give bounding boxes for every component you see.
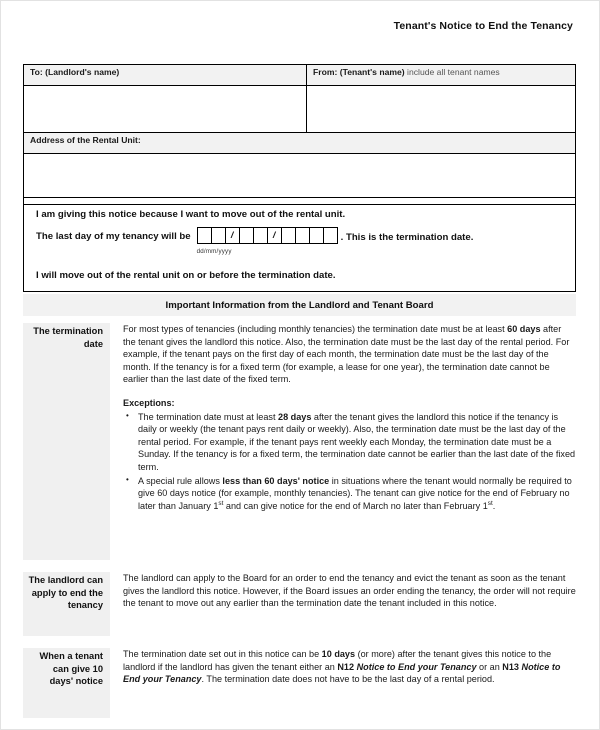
from-tenant-field[interactable] [307, 86, 576, 133]
bullet1-part-b-bold: 28 days [278, 411, 312, 422]
from-tenant-label-text: From: (Tenant's name) [313, 67, 405, 77]
section-termination-date [23, 323, 576, 560]
s3-form-title-n13: Notice to End your Tenancy [123, 661, 561, 685]
table-row-entries [24, 86, 576, 133]
date-yyyy-box-1[interactable] [282, 228, 296, 243]
para-part-c: after the tenant gives the landlord this notice. Also, the termination date must be the last day of the rental period. For example, if the tenant pays on the first day of each month, the termination date must be the last day of the month. If the tenancy is for a fixed term (for example, a lease for one year), the termination date cannot be earlier than the last date of the fixed term. [123, 324, 570, 385]
bullet2-part-b-bold: less than 60 days' notice [222, 475, 330, 486]
bullet2-superscript-2: st [487, 499, 493, 507]
s3-form-code-n12: N12 [337, 661, 355, 672]
table-row-labels [24, 65, 576, 86]
date-mm-box-1[interactable] [240, 228, 254, 243]
s3-form-code-n13: N13 [502, 661, 519, 672]
declaration-line-1: I am giving this notice because I want to move out of the rental unit. [36, 209, 346, 220]
information-header-band: Important Information from the Landlord and Tenant Board [23, 294, 576, 316]
section-termination-date-body [110, 323, 576, 560]
declaration-line-2 [36, 230, 563, 261]
landlord-apply-paragraph: The landlord can apply to the Board for an order to end the tenancy and evict the tenant as soon as the tenant gives the landlord this notice. However, if the Board issues an order ending the tenancy, the order will not require the tenant to move out any earlier than the termination date the tenant included in this notice. [123, 573, 576, 609]
termination-date-suffix: . This is the termination date. [340, 232, 474, 243]
para-part-a: For most types of tenancies (including monthly tenancies) the termination date must be at least [123, 324, 508, 334]
termination-date-prefix: The last day of my tenancy will be [36, 231, 191, 242]
date-format-hint: dd/mm/yyyy [196, 248, 232, 255]
to-landlord-label [24, 65, 307, 86]
date-separator-2: / [268, 228, 282, 243]
s3-part-b-bold: 10 days [321, 649, 356, 659]
bullet2-part-e: . [492, 500, 496, 511]
date-yyyy-box-3[interactable] [310, 228, 324, 243]
from-tenant-label-note: include all tenant names [407, 67, 500, 77]
para-part-b-bold: 60 days [507, 324, 541, 334]
list-item [138, 411, 576, 474]
bullet2-part-a: A special rule allows [138, 475, 223, 486]
date-yyyy-box-2[interactable] [296, 228, 310, 243]
s3-part-a: The termination date set out in this notice can be [123, 649, 322, 659]
from-tenant-label [307, 65, 576, 86]
to-landlord-label-text: To: (Landlord's name) [30, 67, 120, 77]
date-dd-box-2[interactable] [212, 228, 226, 243]
declaration-block [23, 197, 576, 292]
table-row-address-label [24, 133, 576, 154]
exceptions-heading: Exceptions: [123, 397, 175, 408]
s3-part-c: (or more) after the tenant gives this notice to the landlord if the landlord has given the tenant either an [123, 649, 552, 672]
section-ten-days-notice [23, 648, 576, 718]
section-ten-days-notice-body [110, 648, 576, 718]
date-boxes[interactable] [197, 227, 338, 244]
bullet1-part-c: after the tenant gives the landlord this notice if the tenancy is daily or weekly (the tenant pays rent daily or weekly). Also, the termination date must be the last day of the rental period. For example, if the tenant pays rent weekly each Monday, the termination date must be a Sunday. If the tenancy is for a fixed term, the termination date cannot be earlier than the last date of the fixed term. [138, 411, 576, 472]
page-title: Tenant's Notice to End the Tenancy [393, 20, 573, 32]
recipient-form-table [23, 64, 576, 205]
to-landlord-field[interactable] [24, 86, 307, 133]
termination-date-paragraph [123, 323, 576, 386]
bullet2-superscript-1: st [218, 499, 224, 507]
bullet1-part-a: The termination date must at least [138, 411, 279, 422]
exceptions-list [123, 411, 576, 513]
section-landlord-apply [23, 572, 576, 636]
date-yyyy-box-4[interactable] [324, 228, 337, 243]
s3-form-title-n12: Notice to End your Tenancy [356, 661, 477, 672]
section-landlord-apply-label: The landlord can apply to end the tenancy [23, 572, 110, 636]
termination-date-entry[interactable] [197, 227, 338, 258]
declaration-line-3: I will move out of the rental unit on or before the termination date. [36, 270, 336, 281]
list-item [138, 475, 576, 513]
bullet2-part-d: and can give notice for the end of March no later than February 1 [223, 500, 488, 511]
s3-part-i: . The termination date does not have to be the last day of a rental period. [201, 674, 495, 685]
ten-days-notice-paragraph [123, 648, 576, 686]
bullet2-part-c: in situations where the tenant would normally be required to give 60 days notice (for example, monthly tenancies). The tenant can give notice for the end of February no later than January 1 [138, 475, 572, 511]
date-mm-box-2[interactable] [254, 228, 268, 243]
section-landlord-apply-body [110, 572, 576, 636]
information-sections [23, 323, 576, 730]
section-ten-days-notice-label: When a tenant can give 10 days' notice [23, 648, 110, 718]
date-dd-box-1[interactable] [198, 228, 212, 243]
date-separator-1: / [226, 228, 240, 243]
section-termination-date-label: The termination date [23, 323, 110, 560]
address-label: Address of the Rental Unit: [24, 133, 576, 154]
s3-part-f: or an [476, 661, 503, 672]
